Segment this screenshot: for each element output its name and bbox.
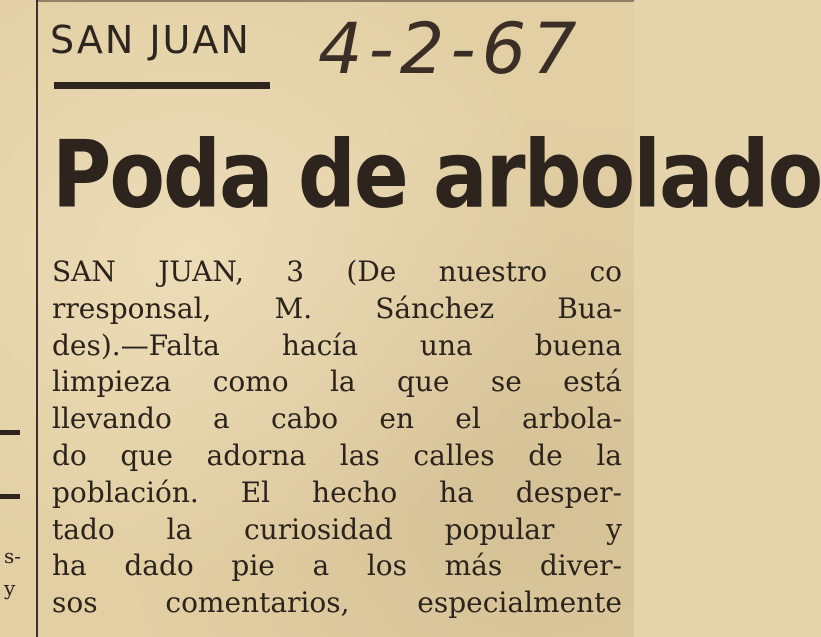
section-underline — [54, 82, 270, 89]
column-rule — [36, 0, 38, 637]
body-line: do que adorna las calles de la — [52, 438, 622, 472]
body-line: llevando a cabo en el arbola- — [52, 402, 622, 436]
margin-mark — [0, 494, 20, 499]
body-line: sos comentarios, especialmente — [52, 586, 622, 620]
body-line: des).—Falta hacía una buena — [52, 328, 622, 362]
body-line: rresponsal, M. Sánchez Bua- — [52, 291, 622, 325]
margin-fragment: y — [4, 576, 16, 600]
body-line: población. El hecho ha desper- — [52, 475, 622, 509]
body-line: tado la curiosidad popular y — [52, 512, 622, 546]
body-line: limpieza como la que se está — [52, 365, 622, 399]
section-title: SAN JUAN — [50, 18, 251, 62]
top-rule — [36, 0, 634, 2]
margin-mark — [0, 430, 20, 435]
margin-fragment: s- — [4, 544, 22, 568]
headline: Poda de arbolado — [52, 121, 821, 230]
article-body — [52, 254, 622, 622]
handwritten-date: 4-2-67 — [318, 8, 583, 90]
body-line: ha dado pie a los más diver- — [52, 549, 622, 583]
body-line: SAN JUAN, 3 (De nuestro co — [52, 255, 622, 288]
